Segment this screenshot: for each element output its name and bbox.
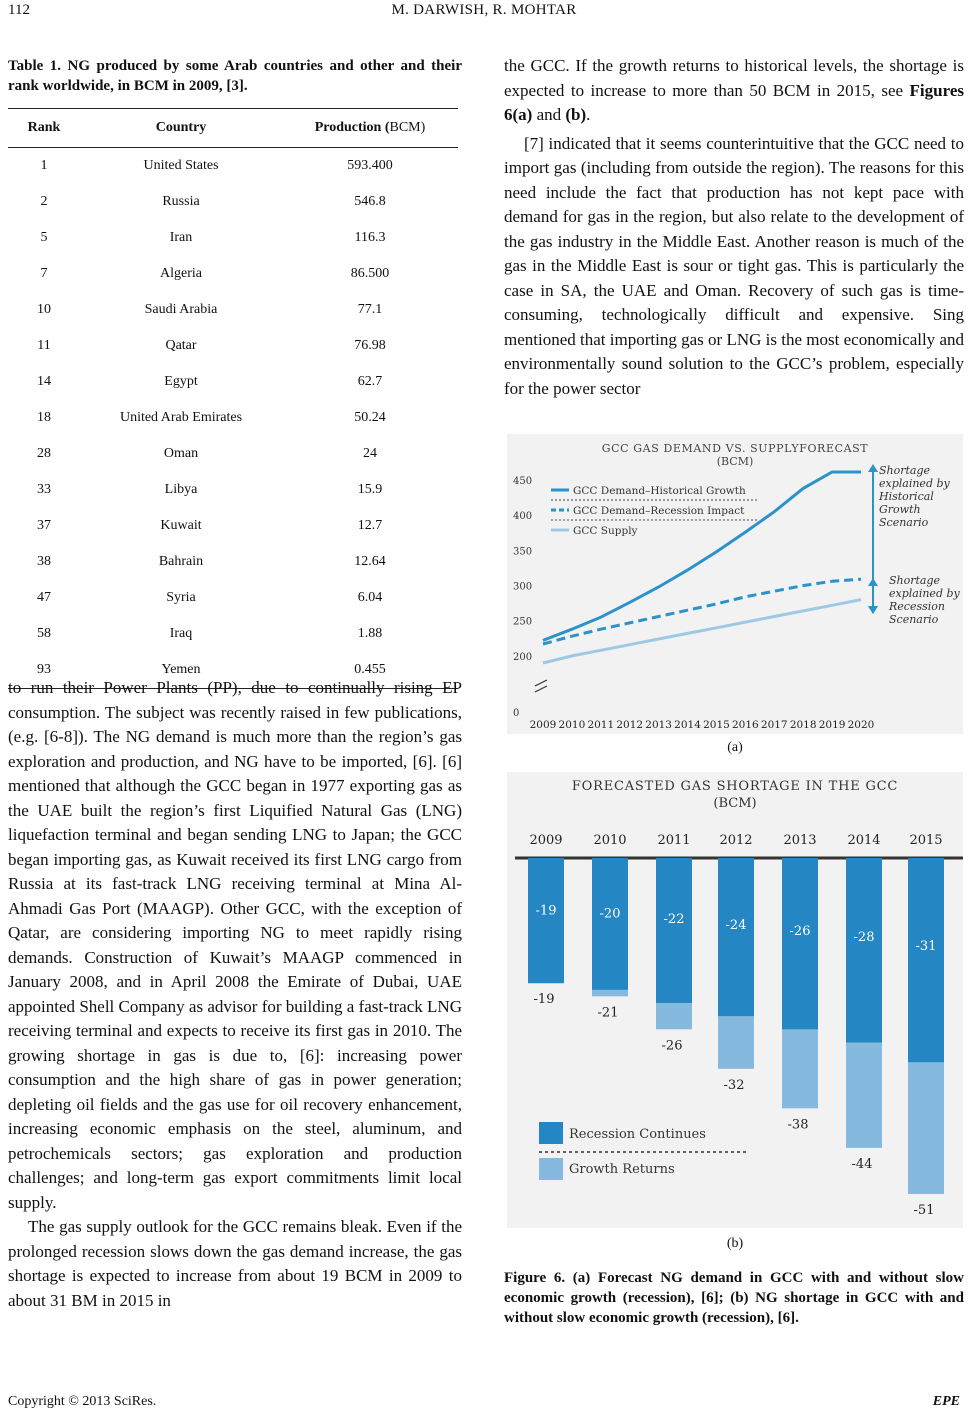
production-cell: 50.24 <box>354 410 386 425</box>
country-cell: Qatar <box>165 338 197 353</box>
x-tick-label: 2017 <box>760 719 788 731</box>
country-cell: Russia <box>162 194 200 209</box>
legend-swatch-recession <box>539 1122 563 1144</box>
legend-swatch-growth <box>539 1158 563 1180</box>
production-cell: 116.3 <box>354 230 386 245</box>
value-label-recession: -19 <box>535 903 557 919</box>
legend-label: GCC Demand–Historical Growth <box>573 485 746 497</box>
category-label: 2009 <box>529 833 563 848</box>
table-row <box>8 508 458 544</box>
figure-6a-label: (a) <box>727 740 743 755</box>
rank-cell: 10 <box>37 302 51 317</box>
y-tick-label: 200 <box>513 651 533 663</box>
rank-cell: 1 <box>40 158 48 173</box>
country-cell: Saudi Arabia <box>144 302 218 317</box>
country-cell: Kuwait <box>160 518 202 533</box>
table-row <box>8 436 458 472</box>
demand-supply-line-chart <box>507 434 963 734</box>
y-tick-label: 400 <box>513 511 533 523</box>
value-label-recession: -22 <box>663 912 685 928</box>
production-cell: 593.400 <box>347 158 393 173</box>
chart-b-title: FORECASTED GAS SHORTAGE IN THE GCC <box>571 779 899 794</box>
x-tick-label: 2010 <box>558 719 586 731</box>
table-header-row <box>8 109 458 148</box>
value-label-growth: -38 <box>787 1117 809 1133</box>
annotation-line: Recession <box>889 600 945 613</box>
annotation-line: Scenario <box>889 613 939 626</box>
table-row <box>8 148 458 185</box>
production-cell: 86.500 <box>350 266 390 281</box>
country-cell: Oman <box>163 446 199 461</box>
value-label-growth: -44 <box>851 1156 873 1172</box>
production-cell: 15.9 <box>357 482 383 497</box>
rank-cell: 2 <box>40 194 48 209</box>
production-cell: 12.64 <box>354 554 386 569</box>
right-column-text <box>504 54 964 401</box>
category-label: 2013 <box>783 833 817 848</box>
figure-ref-b[interactable]: (b) <box>565 105 587 124</box>
category-label: 2010 <box>593 833 627 848</box>
y-tick-label: 250 <box>513 616 533 628</box>
x-tick-label: 2012 <box>616 719 644 731</box>
rank-cell: 37 <box>37 518 51 533</box>
annotation-line: Historical <box>879 490 934 503</box>
journal-abbreviation: EPE <box>932 1394 960 1409</box>
shortage-arrow-recession-head <box>868 606 878 614</box>
x-tick-label: 2016 <box>731 719 759 731</box>
table-row <box>8 184 458 220</box>
x-tick-label: 2020 <box>847 719 875 731</box>
category-label: 2012 <box>719 833 753 848</box>
annotation-line: Shortage <box>879 464 931 477</box>
country-cell: Yemen <box>80 652 282 689</box>
series-line-0 <box>543 472 861 640</box>
paragraph: to run their Power Plants (PP), due to continually rising EP consumption. The subject was recently raised in few publications, (e.g. [6-8]). The NG demand is much more than the region’s gas exploration and production, and NG have to be imported, [6]. [6] mentioned that although the GCC began in 1977 exporting gas as the UAE built the region’s first Liquified Natural Gas (LNG) liquefaction terminal and began sending LNG to Japan; the GCC began importing gas, as Kuwait received its first LNG cargo from Russia at its fast-track LNG receiving terminal at Mina Al-Ahmadi Gas Port (MAAGP). Other GCC, with the exception of Qatar, are considering importing NG to meet rapidly rising demands. Construction of Kuwait’s MAAGP commenced in January 2008, and in April 2008 the Emirate of Dubai, UAE appointed Shell Company as advisor for building a fast-track LNG receiving terminal and expects to receive its first gas in 2010. The growing shortage in gas is due to, [6]: increasing power consumption and the high share of gas in power generation; depleting oil fields and the gas use for oil recovery enhancement, increasing economic emphasis on the steel, aluminum, and petrochemicals sectors; gas exploration and production challenges; and long-term gas export commitments limit local supply. <box>8 678 462 1212</box>
figure-ref-a[interactable]: Figures 6(a) <box>504 80 964 124</box>
rank-cell: 5 <box>40 230 48 245</box>
rank-cell: 33 <box>37 482 51 497</box>
y-tick-label: 350 <box>513 546 533 558</box>
production-header: Production (BCM) <box>282 109 458 148</box>
production-cell: 6.04 <box>357 590 383 605</box>
category-label: 2011 <box>657 833 691 848</box>
production-cell: 77.1 <box>357 302 383 317</box>
rank-cell: 28 <box>37 446 51 461</box>
production-cell: 1.88 <box>357 626 383 641</box>
value-label-recession: -26 <box>789 924 811 940</box>
annotation-recession <box>888 574 961 626</box>
value-label-growth: -21 <box>597 1005 619 1021</box>
x-tick-label: 2009 <box>529 719 557 731</box>
production-cell: 62.7 <box>357 374 383 389</box>
annotation-line: explained by <box>879 477 950 490</box>
legend-label: GCC Demand–Recession Impact <box>573 505 745 517</box>
value-label-growth: -19 <box>533 992 555 1008</box>
figure-6a-panel <box>507 434 963 734</box>
country-cell: Algeria <box>160 266 202 281</box>
table-row <box>8 580 458 616</box>
x-tick-label: 2014 <box>674 719 701 731</box>
x-tick-label: 2019 <box>818 719 846 731</box>
shortage-arrow-growth-head <box>868 464 878 472</box>
rank-cell: 11 <box>37 338 51 353</box>
rank-cell: 93 <box>8 652 80 689</box>
paragraph: The gas supply outlook for the GCC remains bleak. Even if the prolonged recession slows down the gas demand increase, the gas shortage is expected to increase from about 19 BCM in 2009 to about 31 BM in 2015 in <box>8 1217 462 1310</box>
copyright-notice: Copyright © 2013 SciRes. <box>8 1394 157 1409</box>
value-label-recession: -24 <box>725 918 747 934</box>
left-column-text <box>8 676 462 1313</box>
x-tick-label: 2015 <box>703 719 730 731</box>
production-table <box>8 108 458 689</box>
bar-recession <box>656 858 692 1003</box>
x-tick-label: 2018 <box>789 719 817 731</box>
bar-recession <box>592 858 628 990</box>
table-row <box>8 292 458 328</box>
country-cell: Iraq <box>169 626 193 641</box>
table-caption: Table 1. NG produced by some Arab countries and other and their rank worldwide, in BCM in 2009, [3]. <box>8 58 462 94</box>
annotation-line: Growth <box>879 503 921 516</box>
shortage-arrow-recession-head <box>868 578 878 586</box>
gas-shortage-bar-chart <box>507 772 963 1228</box>
figure-caption: Figure 6. (a) Forecast NG demand in GCC with and without slow economic growth (recession), [6]; (b) NG shortage in GCC with and without slow economic growth (recession), [6]. <box>504 1270 964 1326</box>
rank-header: Rank <box>8 109 80 148</box>
x-tick-label: 2013 <box>645 719 673 731</box>
rank-cell: 14 <box>37 374 51 389</box>
table-row <box>8 616 458 652</box>
rank-cell: 58 <box>37 626 51 641</box>
value-label-growth: -26 <box>661 1038 683 1054</box>
bar-recession <box>908 858 944 1062</box>
bar-recession <box>782 858 818 1029</box>
category-label: 2015 <box>909 833 943 848</box>
bar-recession <box>528 858 564 983</box>
value-label-recession: -31 <box>915 938 937 954</box>
value-label-growth: -51 <box>913 1203 935 1218</box>
table-row <box>8 400 458 436</box>
annotation-line: Shortage <box>889 574 941 587</box>
series-line-1 <box>543 579 861 644</box>
chart-a-subtitle: (BCM) <box>716 455 754 468</box>
production-cell: 12.7 <box>357 518 383 533</box>
axis-break-mark <box>535 680 547 692</box>
table-row <box>8 328 458 364</box>
table-row <box>8 544 458 580</box>
value-label-recession: -28 <box>853 930 875 946</box>
x-tick-label: 2011 <box>587 719 615 731</box>
chart-b-subtitle: (BCM) <box>713 796 757 811</box>
production-cell: 76.98 <box>354 338 386 353</box>
country-cell: United Arab Emirates <box>119 410 243 425</box>
y-tick-label: 0 <box>513 708 520 719</box>
running-title: M. DARWISH, R. MOHTAR <box>391 2 577 18</box>
production-cell: 546.8 <box>354 194 386 209</box>
figure-6b-label: (b) <box>726 1236 744 1251</box>
country-header: Country <box>80 109 282 148</box>
rank-cell: 7 <box>40 266 48 281</box>
legend-label: Growth Returns <box>569 1162 675 1177</box>
figure-6b-panel <box>507 772 963 1228</box>
production-cell: 0.455 <box>282 652 458 689</box>
annotation-growth <box>878 464 951 529</box>
rank-cell: 38 <box>37 554 51 569</box>
chart-a-title: GCC GAS DEMAND VS. SUPPLYFORECAST <box>601 442 869 455</box>
paragraph: the GCC. If the growth returns to historical levels, the shortage is expected to increase to more than 50 BCM in 2015, see Figures 6(a) and (b). <box>504 56 964 124</box>
table-row <box>8 220 458 256</box>
rank-cell: 47 <box>37 590 51 605</box>
country-cell: Libya <box>164 482 198 497</box>
rank-cell: 18 <box>37 410 51 425</box>
country-cell: Egypt <box>164 374 198 389</box>
value-label-growth: -32 <box>723 1077 745 1093</box>
country-cell: United States <box>143 158 219 173</box>
table-row <box>8 364 458 400</box>
country-cell: Syria <box>166 590 196 605</box>
annotation-line: Scenario <box>879 516 929 529</box>
bar-recession <box>718 858 754 1016</box>
y-tick-label: 300 <box>513 581 533 593</box>
value-label-recession: -20 <box>599 906 621 922</box>
y-tick-label: 450 <box>513 476 533 487</box>
table-row <box>8 472 458 508</box>
table-row <box>8 256 458 292</box>
category-label: 2014 <box>847 833 881 848</box>
country-cell: Bahrain <box>158 554 204 569</box>
paragraph: [7] indicated that it seems counterintuitive that the GCC need to import gas (including from outside the region). The reasons for this need include the fact that production has not kept pace with demand for gas in the region, but also relate to the development of the gas industry in the Middle East. Another reason is much of the gas in the Middle East is sour or tight gas. This is particularly the case in SA, the UAE and Oman. Recovery of such gas is time-consuming, technologically difficult and expensive. Sing mentioned that importing gas or LNG is the most economically and environmentally sound solution to the GCC’s problem, especially for the power sector <box>504 133 964 398</box>
page-number: 112 <box>8 2 30 18</box>
bar-recession <box>846 858 882 1042</box>
country-cell: Iran <box>169 230 193 245</box>
legend-label: Recession Continues <box>569 1127 706 1142</box>
production-cell: 24 <box>363 446 377 461</box>
annotation-line: explained by <box>889 587 960 600</box>
legend-label: GCC Supply <box>573 525 638 537</box>
